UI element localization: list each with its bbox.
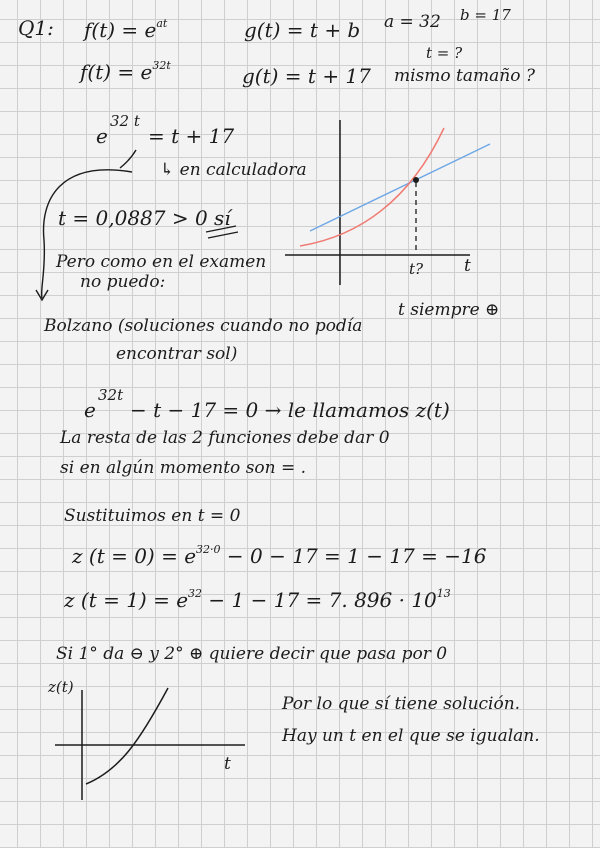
z-at-zero: z $(t = 0) = e^{32\cdot 0} - 0 - 17 = 1 - 17 = -16$ bbox=[72, 543, 487, 568]
bolzano-line1: Bolzano (soluciones cuando no podía bbox=[44, 316, 363, 336]
f-curve bbox=[300, 128, 444, 246]
equation-rhs: = t + 17 bbox=[148, 124, 235, 148]
small-graph-t-label: t bbox=[224, 754, 231, 774]
t-question: t = ? bbox=[426, 44, 463, 62]
z-def-rest: − t − 17 = 0 → le llamamos z(t) bbox=[130, 398, 450, 422]
z0-exponent: 32·0 bbox=[196, 543, 221, 556]
small-graph-z-label: z(t) bbox=[48, 678, 74, 696]
f-substituted: $f(t) = e^{32t}$ bbox=[80, 59, 171, 84]
question-label: Q1: bbox=[18, 16, 54, 40]
g-substituted: g(t) = t + 17 bbox=[242, 64, 371, 88]
z-at-one: z $(t = 1) = e^{32} - 1 - 17 = 7$. $896 \cdot 10^{13}$ bbox=[64, 587, 451, 612]
calculator-note: ↳ en calculadora bbox=[160, 160, 307, 180]
resta-line1: La resta de las 2 funciones debe dar 0 bbox=[60, 428, 390, 448]
g-definition: g(t) = t + b bbox=[244, 18, 361, 42]
resta-line2: si en algún momento son = . bbox=[60, 458, 307, 478]
z1-power: 13 bbox=[436, 587, 451, 600]
graph-t-axis-label: t bbox=[464, 256, 471, 276]
equation-arrow-hook bbox=[120, 150, 136, 168]
no-puedo-line: no puedo: bbox=[80, 272, 166, 292]
por-lo-line: Por lo que sí tiene solución. bbox=[282, 694, 521, 714]
equation-exponent: 32 t bbox=[110, 112, 140, 130]
mismo-tamano: mismo tamaño ? bbox=[394, 66, 535, 86]
small-graph-curve bbox=[86, 688, 168, 784]
siempre-positive: t siempre ⊕ bbox=[398, 300, 500, 320]
hay-line: Hay un t en el que se igualan. bbox=[282, 726, 540, 746]
bolzano-line2: encontrar sol) bbox=[116, 344, 238, 364]
z-def-base: e bbox=[84, 398, 96, 422]
sustituimos-title: Sustituimos en t = 0 bbox=[64, 506, 241, 526]
z1-exponent: 32 bbox=[188, 587, 203, 600]
si-underline bbox=[206, 226, 238, 238]
sign-change-line: Si 1° da ⊖ y 2° ⊕ quiere decir que pasa por 0 bbox=[56, 644, 448, 664]
b-value: b = 17 bbox=[460, 6, 511, 24]
a-value: a = 32 bbox=[384, 12, 441, 32]
calculator-result: t = 0,0887 > 0 sí bbox=[58, 206, 231, 230]
f-sub-exponent: 32t bbox=[152, 59, 171, 72]
equation-base: e bbox=[96, 124, 108, 148]
f-definition: $f(t) = e^{at}$ bbox=[84, 17, 168, 42]
pero-line: Pero como en el examen bbox=[56, 252, 267, 272]
curly-arrow bbox=[42, 170, 132, 298]
z-def-exponent: 32t bbox=[98, 386, 124, 404]
g-line bbox=[310, 144, 490, 231]
graph-t-question-label: t? bbox=[409, 260, 424, 278]
f-exponent: at bbox=[156, 17, 168, 30]
